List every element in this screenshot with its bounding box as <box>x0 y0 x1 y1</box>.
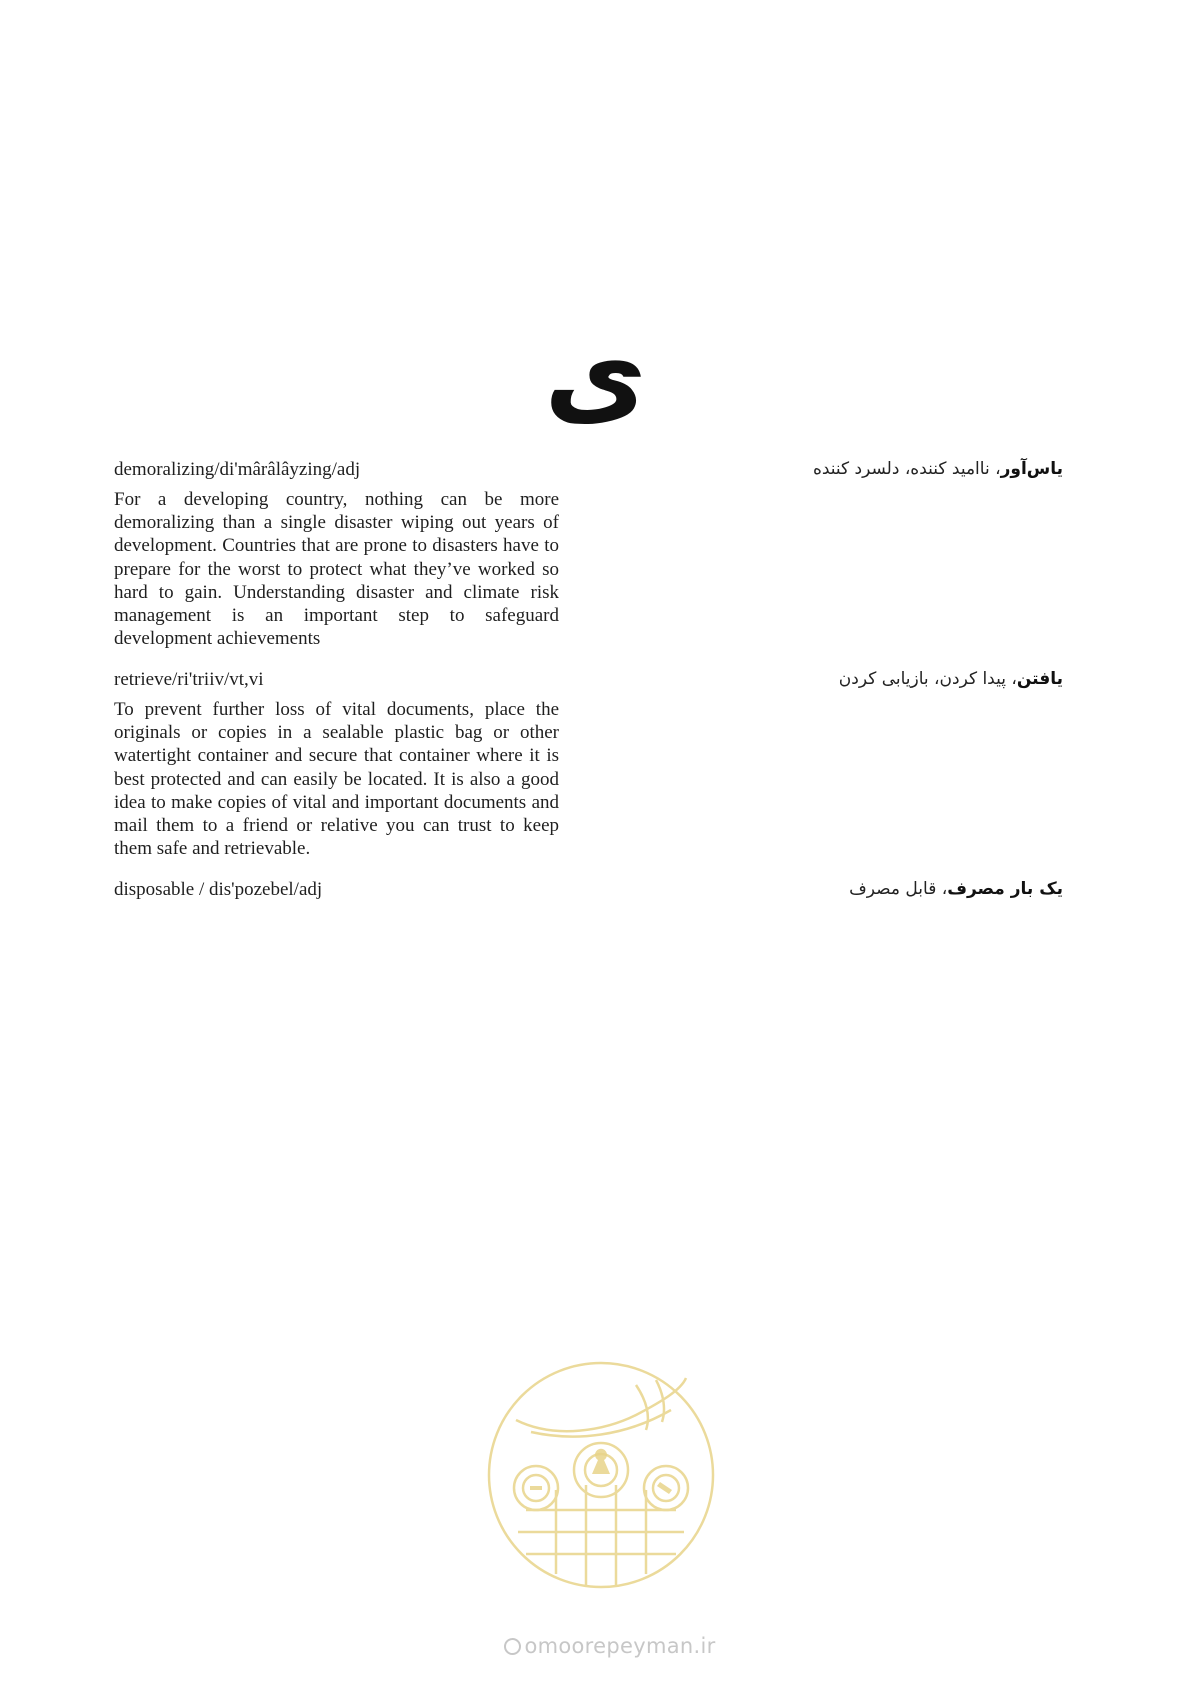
entry-headword-en: demoralizing/di'mârâlâyzing/adj <box>114 459 361 480</box>
section-letter: ی <box>544 309 647 439</box>
watermark-url <box>480 1634 740 1658</box>
entry-example: To prevent further loss of vital documents, place the originals or copies in a sealable plastic bag or other watertight container and secure that container where it is best protected and can easily be located. It is also a good idea to make copies of vital and important documents and mail them to a friend or relative you can trust to keep them safe and retrievable. <box>114 699 559 860</box>
entry-term-fa: یک بار مصرف <box>947 879 1063 899</box>
watermark-logo <box>486 1360 716 1590</box>
entry-term-fa: یافتن <box>1016 669 1063 689</box>
entry-headword-en: retrieve/ri'triiv/vt,vi <box>114 669 264 690</box>
entry-term-fa: یاس‌آور <box>1000 459 1063 479</box>
entry-example: For a developing country, nothing can be more demoralizing than a single disaster wiping out years of development. Countries that are prone to disasters have to prepare for the worst to protect what they’ve worked so hard to gain. Understanding disaster and climate risk management is an important step to safeguard development achievements <box>114 489 559 650</box>
entry-headword-fa <box>813 457 1063 481</box>
entry-headword-fa <box>839 667 1063 691</box>
globe-icon <box>504 1638 521 1655</box>
entry-meaning-fa: ، پیدا کردن، بازیابی کردن <box>838 669 1017 689</box>
entry-headword-fa <box>849 877 1063 901</box>
entry-headword-en: disposable / dis'pozebel/adj <box>114 879 323 900</box>
watermark-url-text: omoorepeyman.ir <box>524 1634 716 1658</box>
entry-meaning-fa: ، ناامید کننده، دلسرد کننده <box>812 459 1001 479</box>
entry-meaning-fa: ، قابل مصرف <box>849 879 948 899</box>
